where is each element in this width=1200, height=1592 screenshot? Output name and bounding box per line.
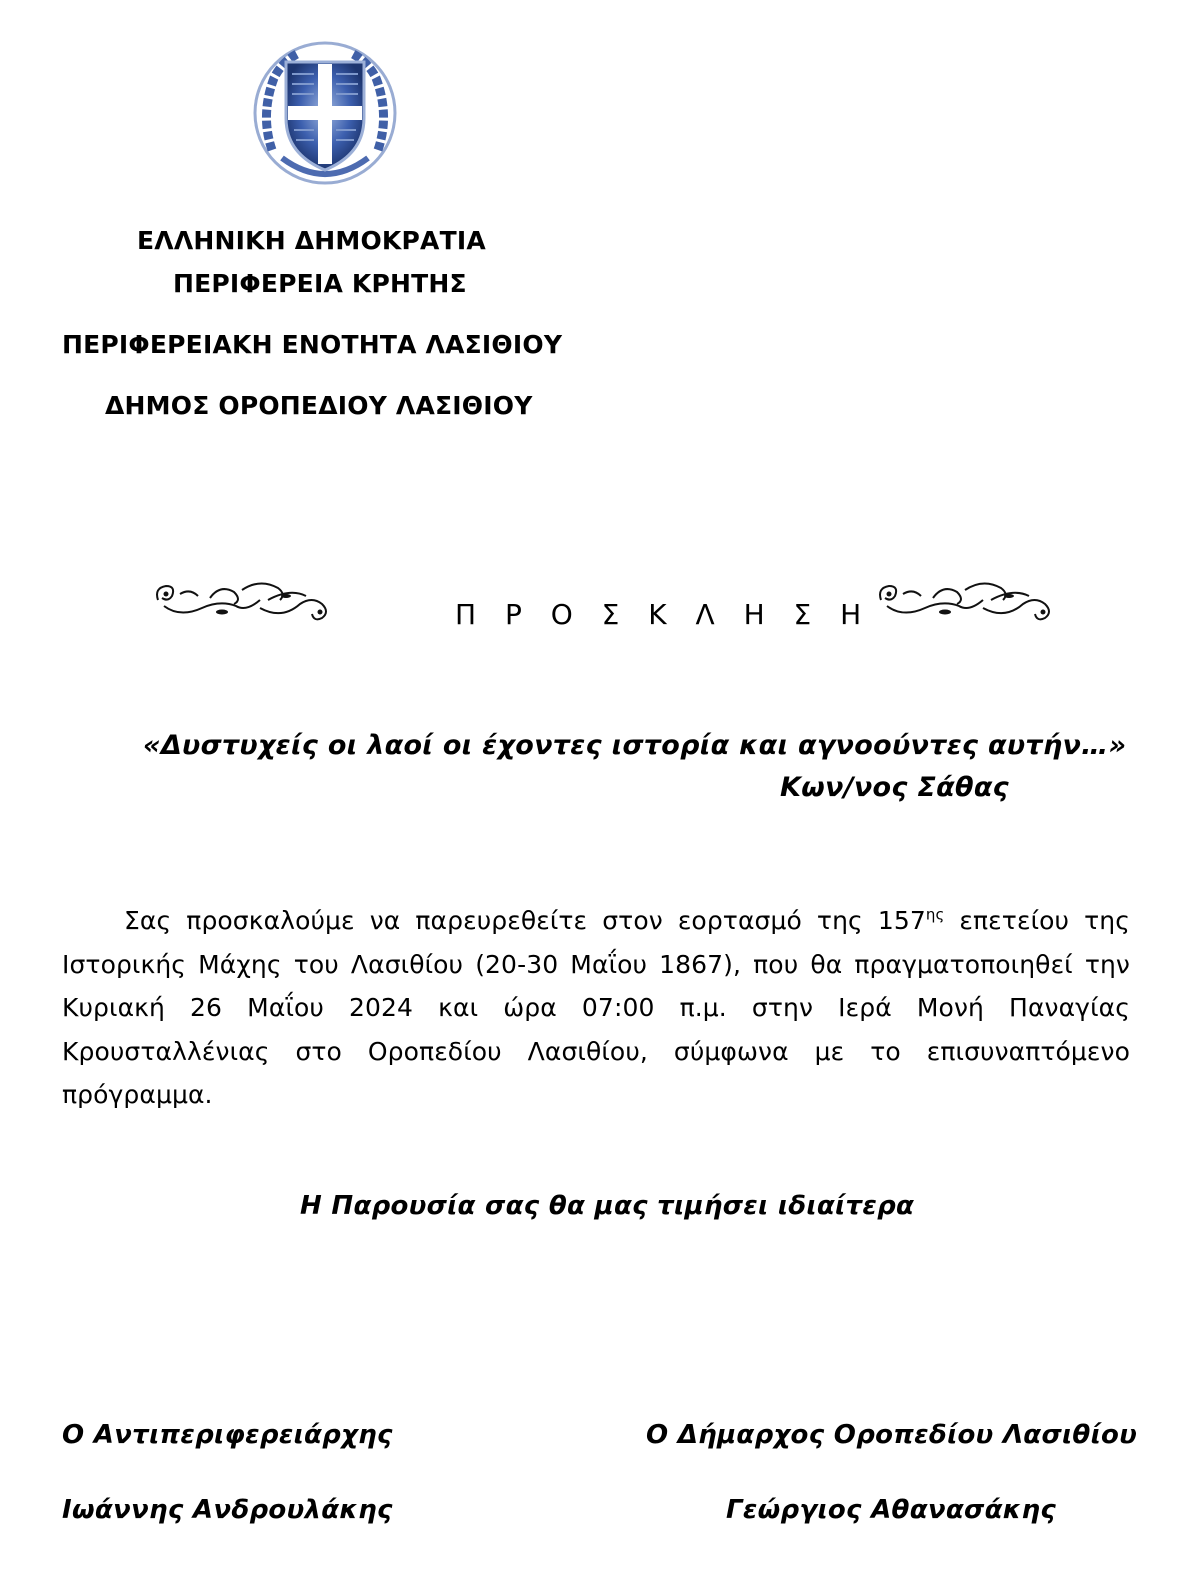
invitation-body <box>62 899 1130 1117</box>
greek-coat-of-arms-icon <box>252 40 398 186</box>
signatory-left-title: Ο Αντιπεριφερειάρχης <box>62 1420 393 1450</box>
body-text-part1: Σας προσκαλούμε να παρευρεθείτε στον εορτασμό της 157 <box>124 906 926 935</box>
body-text-part2: επετείου της Ιστορικής Μάχης του Λασιθίου (20-30 Μαΐου 1867), που θα πραγματοποιηθεί την Κυριακή 26 Μαΐου 2024 και ώρα 07:00 π.μ. στην Ιερά Μονή Παναγίας Κρουσταλλένιας στο Οροπεδίου Λασιθίου, σύμφωνα με το επισυναπτόμενο πρόγραμμα. <box>62 906 1130 1109</box>
header-regional-unit: ΠΕΡΙΦΕΡΕΙΑΚΗ ΕΝΟΤΗΤΑ ΛΑΣΙΘΙΟΥ <box>62 330 563 359</box>
epigraph-author: Κων/νος Σάθας <box>780 772 1009 803</box>
header-region: ΠΕΡΙΦΕΡΕΙΑ ΚΡΗΤΗΣ <box>173 269 467 298</box>
signatory-left-name: Ιωάννης Ανδρουλάκης <box>62 1495 393 1525</box>
signatory-right-name: Γεώργιος Αθανασάκης <box>726 1495 1057 1525</box>
document-title: Π Ρ Ο Σ Κ Λ Η Σ Η <box>455 598 872 631</box>
ordinal-superscript: ης <box>925 905 945 924</box>
header-republic: ΕΛΛΗΝΙΚΗ ΔΗΜΟΚΡΑΤΙΑ <box>137 226 486 255</box>
flourish-ornament-icon <box>150 578 334 628</box>
closing-line: Η Παρουσία σας θα μας τιμήσει ιδιαίτερα <box>300 1191 915 1221</box>
header-municipality: ΔΗΜΟΣ ΟΡΟΠΕΔΙΟΥ ΛΑΣΙΘΙΟΥ <box>105 391 533 420</box>
epigraph-quote: «Δυστυχείς οι λαοί οι έχοντες ιστορία και αγνοούντες αυτήν…» <box>143 730 1127 761</box>
flourish-ornament-icon <box>873 578 1057 628</box>
signatory-right-title: Ο Δήμαρχος Οροπεδίου Λασιθίου <box>646 1420 1138 1450</box>
